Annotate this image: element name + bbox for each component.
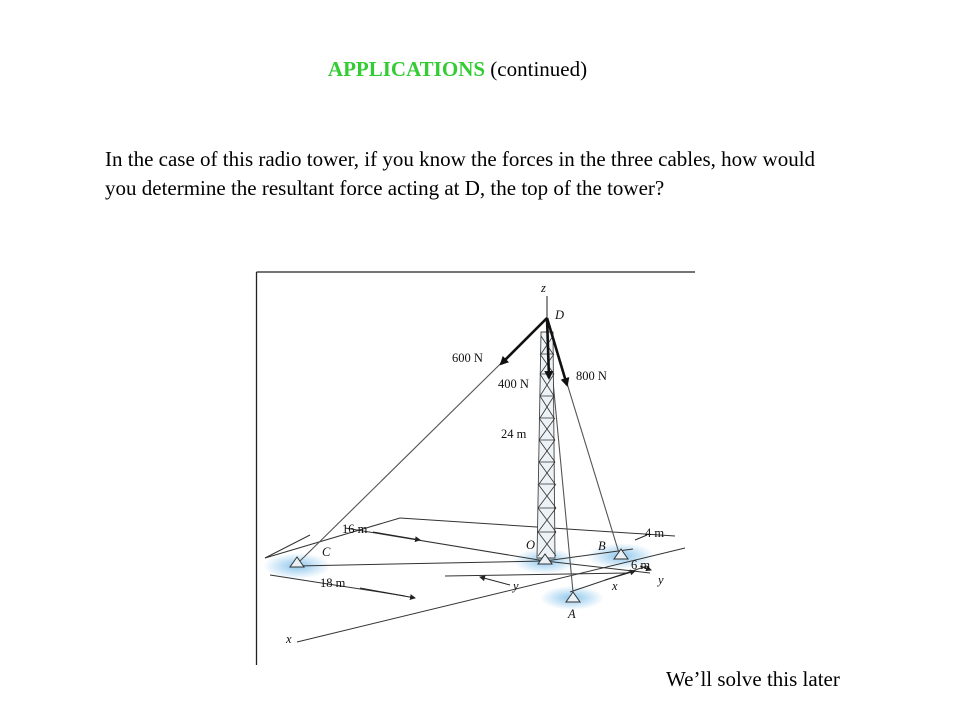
label-d: D [555, 308, 565, 322]
label-400n: 400 N [498, 377, 529, 391]
label-b: B [598, 539, 606, 553]
question-text: In the case of this radio tower, if you know the forces in the three cables, how would you determine the resultant force acting at D, the top of the tower? [105, 147, 816, 200]
label-y1: y [513, 579, 519, 593]
label-18m: 18 m [320, 576, 346, 590]
dim-16m-arrow [373, 532, 420, 540]
dim-x-arrow [605, 571, 635, 580]
label-x2: x [612, 579, 618, 593]
label-600n: 600 N [452, 351, 483, 365]
label-x: x [286, 632, 292, 646]
footer-note: We’ll solve this later [666, 667, 840, 691]
slide-title [0, 57, 915, 82]
tower-diagram [255, 270, 695, 665]
label-a: A [568, 607, 576, 621]
force-arrow-600 [501, 318, 547, 364]
title-rest: (continued) [485, 57, 588, 81]
label-c: C [322, 545, 331, 559]
label-6m: 6 m [631, 558, 651, 572]
label-o: O [526, 538, 536, 552]
radio-tower-figure [255, 270, 695, 665]
label-4m: 4 m [645, 526, 665, 540]
label-z: z [541, 281, 546, 295]
label-16m: 16 m [342, 522, 368, 536]
dim-18m-arrow [360, 588, 415, 598]
label-800n: 800 N [576, 369, 607, 383]
label-y2: y [658, 573, 664, 587]
title-accent: APPLICATIONS [327, 57, 486, 81]
dim-y-arrow [480, 577, 510, 585]
label-24m: 24 m [501, 427, 527, 441]
